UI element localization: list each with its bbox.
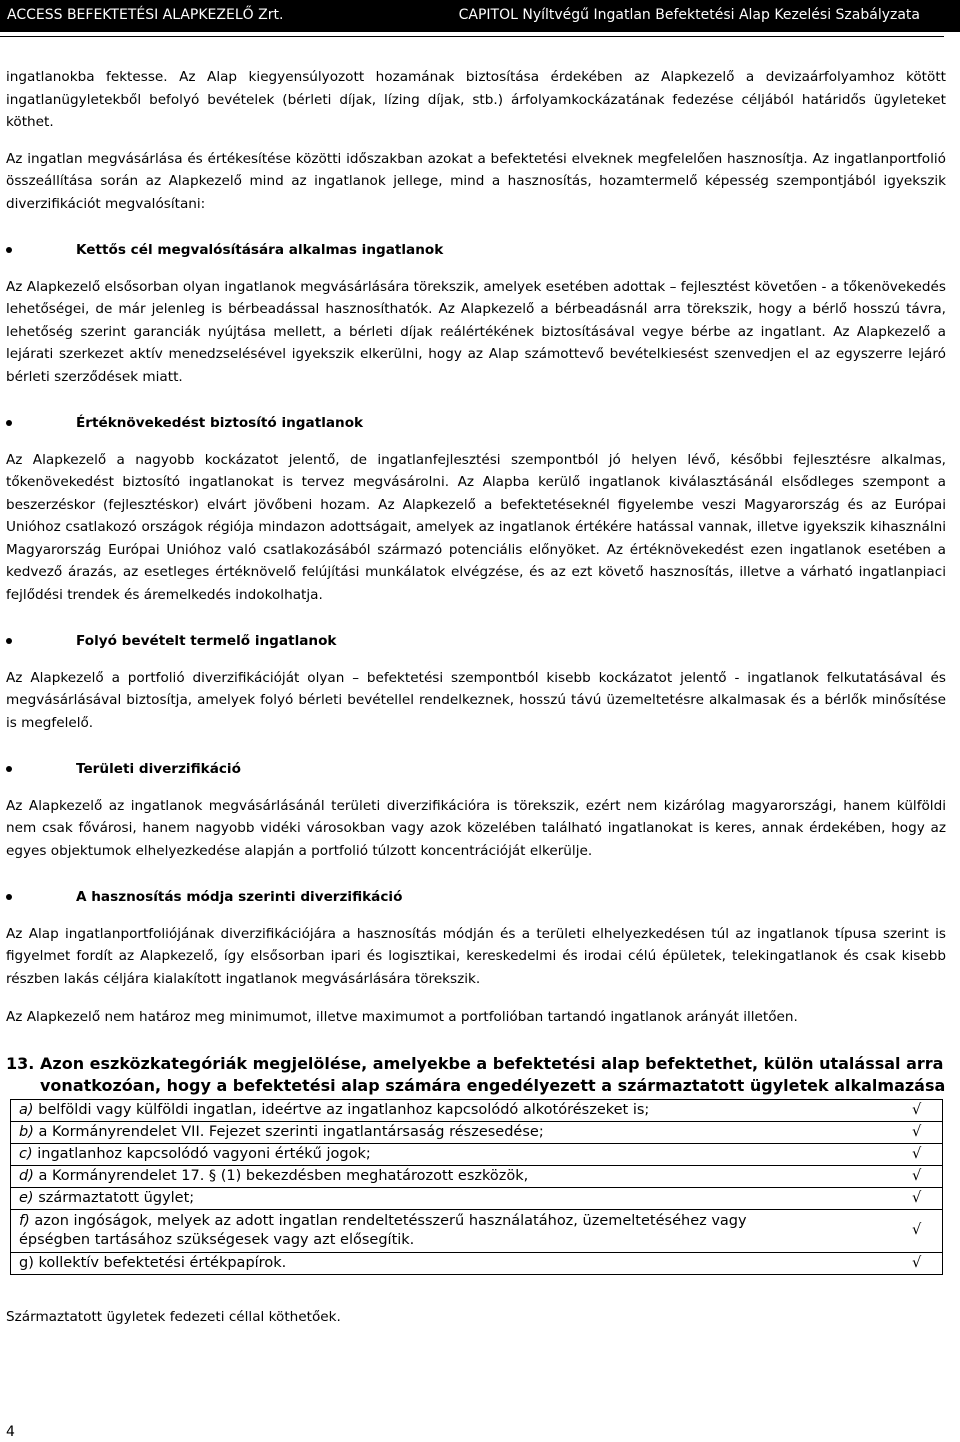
section-heading-value-growth — [6, 412, 946, 435]
table-row — [11, 1165, 943, 1187]
table-cell-text — [11, 1099, 913, 1121]
section-title: Értéknövekedést biztosító ingatlanok — [76, 415, 364, 431]
row-prefix: c) — [19, 1145, 33, 1162]
row-text: kollektív befektetési értékpapírok. — [38, 1254, 287, 1271]
section-title: Területi diverzifikáció — [76, 761, 241, 777]
bullet-icon — [6, 638, 12, 644]
bullet-icon — [6, 247, 12, 253]
footnote-derivatives: Származtatott ügyletek fedezeti céllal köthetőek. — [6, 1308, 341, 1325]
section-heading-dual-purpose — [6, 239, 946, 262]
check-mark-icon: √ — [912, 1209, 943, 1252]
table-cell-text — [11, 1121, 913, 1143]
row-text: származtatott ügylet; — [38, 1189, 195, 1206]
section-body-income: Az Alapkezelő a portfolió diverzifikációját olyan – befektetési szempontból kisebb kockázatot jelentő - ingatlanok felkutatásával és megvásárlásával biztosítja, amelyek folyó bérleti bevétellel rendelkeznek, hosszú távú üzemeltetésre alkalmasak és a bérlők minősítése is megfelelő. — [6, 669, 946, 731]
table-cell-text — [11, 1143, 913, 1165]
header-company: ACCESS BEFEKTETÉSI ALAPKEZELŐ Zrt. — [7, 7, 284, 23]
section-heading-income — [6, 630, 946, 653]
bullet-icon — [6, 420, 12, 426]
row-text: azon ingóságok, melyek az adott ingatlan rendeltetésszerű használatához, üzemeltetéséhez vagy épségben tartásához szükségesek vagy azt elősegítik. — [19, 1212, 747, 1248]
check-mark-icon: √ — [912, 1121, 943, 1143]
section-title: Folyó bevételt termelő ingatlanok — [76, 633, 337, 649]
bullet-icon — [6, 766, 12, 772]
header-rule — [0, 36, 944, 37]
page-header — [0, 0, 960, 32]
table-cell-text — [11, 1209, 913, 1252]
header-document-title: CAPITOL Nyíltvégű Ingatlan Befektetési Alap Kezelési Szabályzata — [458, 7, 920, 23]
check-mark-icon: √ — [912, 1165, 943, 1187]
check-mark-icon: √ — [912, 1187, 943, 1209]
row-text: belföldi vagy külföldi ingatlan, ideértve az ingatlanhoz kapcsolódó alkotórészeket is; — [38, 1101, 650, 1118]
section-13-number: 13. — [6, 1053, 35, 1073]
paragraph-closing: Az Alapkezelő nem határoz meg minimumot, illetve maximumot a portfolióban tartandó ingatlanok arányát illetően. — [6, 1009, 798, 1025]
table-row — [11, 1252, 943, 1274]
row-text: a Kormányrendelet 17. § (1) bekezdésben meghatározott eszközök, — [38, 1167, 529, 1184]
section-13-heading — [6, 1053, 946, 1097]
row-prefix: f) — [19, 1212, 30, 1229]
table-row — [11, 1099, 943, 1121]
table-row — [11, 1209, 943, 1252]
page-number: 4 — [6, 1424, 15, 1440]
section-body-usage: Az Alap ingatlanportfoliójának diverzifikációjára a hasznosítás módján és a területi elhelyezkedésen túl az ingatlanok típusa szerint is figyelmet fordít az Alapkezelő, így elsősorban ipari és logisztikai, kereskedelmi és irodai célú épületek, telekingatlanok és csak kisebb részben lakás céljára kialakított ingatlanok megvásárlására törekszik. — [6, 925, 946, 987]
section-title: A hasznosítás módja szerinti diverzifikáció — [76, 889, 403, 905]
bullet-icon — [6, 894, 12, 900]
section-title: Kettős cél megvalósítására alkalmas ingatlanok — [76, 242, 444, 258]
row-prefix: e) — [19, 1189, 34, 1206]
section-body-dual-purpose: Az Alapkezelő elsősorban olyan ingatlanok megvásárlására törekszik, amelyek esetében adottak – fejlesztést követően - a tőkenövekedés lehetőségei, de már jelenleg is bérbeadással hasznosíthatók. Az Alapkezelő a bérbeadásnál arra törekszik, hogy a bérlő hosszú távra, lehetőség szerint garanciák nyújtása mellett, a bérleti díjak reálértékének biztosításával vegye bérbe az ingatlant. Az Alapkezelő a lejárati szerkezet aktív menedzselésével igyekszik elkerülni, hogy az Alap számottevő bevételkiesést szenvedjen el az egyszerre lejáró bérleti szerződések miatt. — [6, 278, 946, 385]
row-prefix: g) — [19, 1254, 34, 1271]
table-cell-text — [11, 1187, 913, 1209]
paragraph-intro: ingatlanokba fektesse. Az Alap kiegyensúlyozott hozamának biztosítása érdekében az Alapkezelő a devizaárfolyamhoz kötött ingatlanügyletekből befolyó bevételek (bérleti díjak, lízing díjak, stb.) árfolyamkockázatának fedezése céljából határidős ügyleteket köthet. — [6, 69, 946, 130]
section-heading-usage — [6, 886, 946, 909]
row-prefix: b) — [19, 1123, 34, 1140]
section-body-value-growth: Az Alapkezelő a nagyobb kockázatot jelentő, de ingatlanfejlesztési szempontból jó helyen lévő, későbbi fejlesztésre alkalmas, tőkenövekedést biztosító ingatlanokat is tervez megvásárolni. Az Alapba kerülő ingatlanok kiválasztásánál elsődleges szempont a beszerzéskor (fejlesztéskor) elvárt jövőbeni hozam. Az Alapkezelő a befektetéseknél figyelembe veszi Magyarország és az Európai Unióhoz csatlakozó országok régiója mindazon adottságait, amelyek az ingatlanok értékére hatással vannak, illetve igyekszik kihasználni Magyarország Európai Unióhoz való csatlakozásából származó potenciális előnyöket. Az értéknövekedést ezen ingatlanok esetében a kedvező árazás, az esetleges értéknövelő felújítási munkálatok elvégzése, és az ezt követő hasznosítás, illetve a várható ingatlanpiaci fejlődési trendek és áremelkedés indokolhatja. — [6, 451, 946, 603]
check-mark-icon: √ — [912, 1143, 943, 1165]
check-mark-icon: √ — [912, 1252, 943, 1274]
paragraph-diversification: Az ingatlan megvásárlása és értékesítése közötti időszakban azokat a befektetési elveknek megfelelően hasznosítja. Az ingatlanportfolió összeállítása során az Alapkezelő mind az ingatlanok jellege, mind a hasznosítás, hozamtermelő képesség szempontjából igyekszik diverzifikációt megvalósítani: — [6, 150, 946, 212]
row-text: ingatlanhoz kapcsolódó vagyoni értékű jogok; — [37, 1145, 371, 1162]
section-body-territorial: Az Alapkezelő az ingatlanok megvásárlásánál területi diverzifikációra is törekszik, ezért nem kizárólag magyarországi, hanem külföldi nem csak fővárosi, hanem nagyobb vidéki városokban vagy azok közelében található ingatlanokat is keres, annak érdekében, hogy az egyes objektumok elhelyezkedése alapján a portfolió túlzott koncentrációját elkerülje. — [6, 797, 946, 859]
section-heading-territorial — [6, 758, 946, 781]
table-row — [11, 1143, 943, 1165]
table-cell-text — [11, 1165, 913, 1187]
table-cell-text — [11, 1252, 913, 1274]
check-mark-icon: √ — [912, 1099, 943, 1121]
row-prefix: a) — [19, 1101, 34, 1118]
table-row — [11, 1187, 943, 1209]
row-prefix: d) — [19, 1167, 34, 1184]
asset-category-table — [10, 1099, 943, 1275]
document-body — [6, 66, 946, 1328]
table-row — [11, 1121, 943, 1143]
section-13-title: Azon eszközkategóriák megjelölése, amelyekbe a befektetési alap befektethet, külön utalással arra vonatkozóan, hogy a befektetési alap számára engedélyezett a származtatott ügyletek alkalmazása — [40, 1053, 946, 1095]
row-text: a Kormányrendelet VII. Fejezet szerinti ingatlantársaság részesedése; — [38, 1123, 544, 1140]
